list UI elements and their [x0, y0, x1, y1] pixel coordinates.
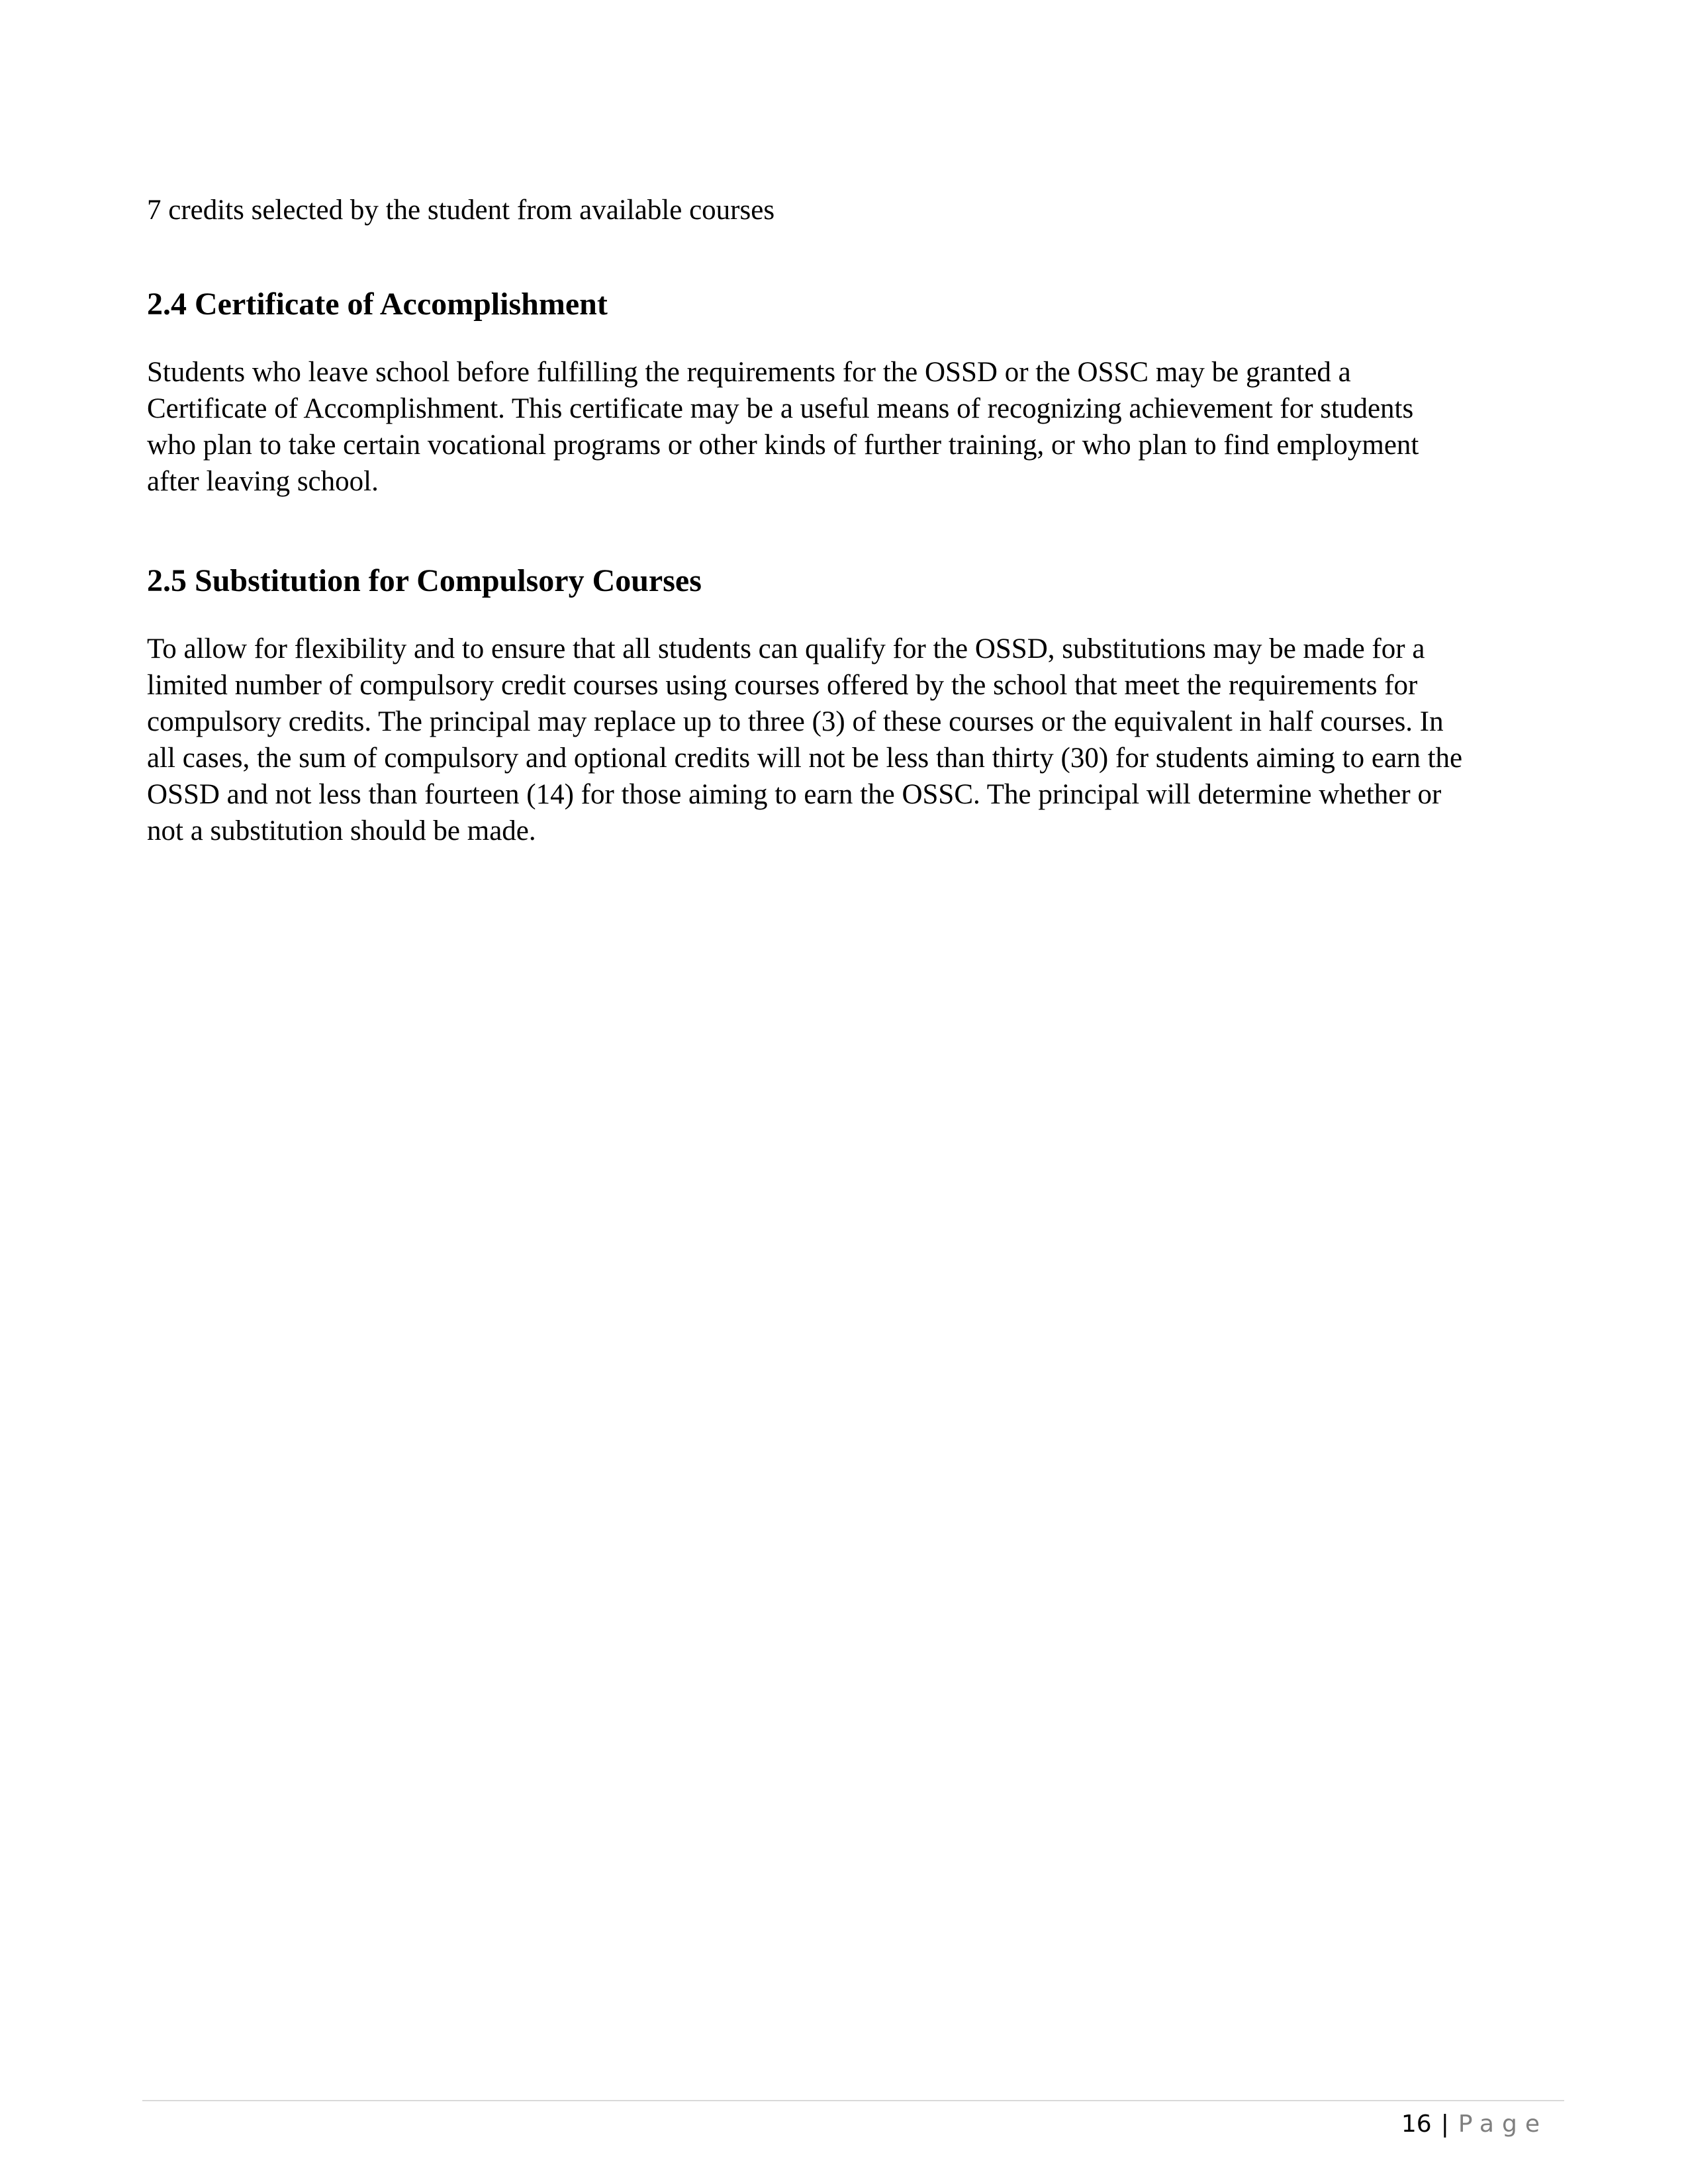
paragraph-line: limited number of compulsory credit courses using courses offered by the school that meet the requirements for [147, 670, 1418, 701]
paragraph-line: Students who leave school before fulfilling the requirements for the OSSD or the OSSC may be granted a [147, 357, 1351, 388]
section-heading-substitution-for-compulsory-courses: 2.5 Substitution for Compulsory Courses [147, 563, 702, 598]
paragraph-line: not a substitution should be made. [147, 815, 536, 846]
page-footer [1401, 2110, 1548, 2139]
footer-separator: | [1440, 2111, 1449, 2138]
paragraph-line: OSSD and not less than fourteen (14) for those aiming to earn the OSSC. The principal will determine whether or [147, 779, 1442, 810]
paragraph-line: compulsory credits. The principal may replace up to three (3) of these courses or the equivalent in half courses. In [147, 706, 1444, 737]
paragraph-line: all cases, the sum of compulsory and optional credits will not be less than thirty (30) for students aiming to earn the [147, 743, 1463, 774]
paragraph-line: who plan to take certain vocational programs or other kinds of further training, or who plan to find employment [147, 430, 1419, 461]
page-number: 16 [1401, 2111, 1432, 2138]
footer-divider [142, 2100, 1564, 2101]
paragraph-line: To allow for flexibility and to ensure that all students can qualify for the OSSD, substitutions may be made for a [147, 633, 1425, 664]
intro-line: 7 credits selected by the student from available courses [147, 195, 775, 226]
section-paragraph-substitution-for-compulsory-courses [147, 631, 1564, 849]
section-paragraph-certificate-of-accomplishment [147, 354, 1564, 500]
paragraph-line: after leaving school. [147, 466, 379, 497]
paragraph-line: Certificate of Accomplishment. This certificate may be a useful means of recognizing achievement for students [147, 393, 1414, 424]
section-heading-certificate-of-accomplishment: 2.4 Certificate of Accomplishment [147, 287, 608, 322]
page-label: Page [1458, 2111, 1548, 2138]
page-content [147, 192, 1564, 849]
